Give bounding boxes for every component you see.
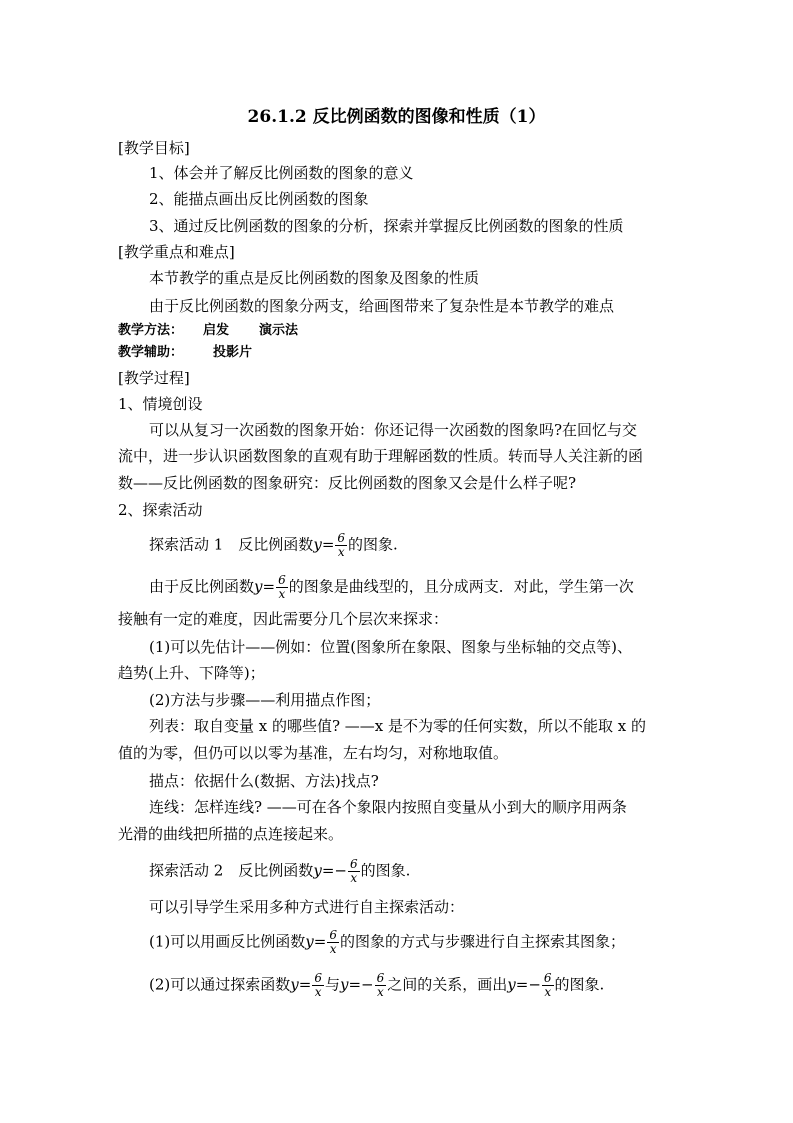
formula-neg: − [361,975,374,994]
formula-fraction [542,972,554,999]
aids-label: 教学辅助： [118,345,184,360]
fraction-denominator: x [375,985,387,999]
method-2-line [149,972,604,999]
activity-2-intro: 可以引导学生采用多种方式进行自主探索活动： [149,898,465,916]
process-header: [教学过程] [118,369,190,387]
fraction-denominator: x [335,545,347,559]
section-1-line-3: 数——反比例函数的图象研究：反比例函数的图象又会是什么样子呢? [118,474,577,492]
table-line-2: 值的为零，但仍可以以零为基准，左右均匀，对称地取值。 [118,744,509,762]
formula-neg: − [334,861,347,880]
fraction-numerator: 6 [329,928,337,942]
connect-line-2: 光滑的曲线把所描的点连接起来。 [118,825,344,843]
method-value-2: 演示法 [259,323,299,338]
method-2-and: 与 [324,975,340,994]
formula-y: y [290,975,299,994]
formula-fraction [335,532,347,559]
connect-line-1: 连线：怎样连线? ——可在各个象限内按照自变量从小到大的顺序用两条 [149,798,627,816]
goals-header: [教学目标] [118,139,190,157]
fraction-denominator: x [312,985,324,999]
formula-eq: = [298,975,312,994]
aids-value-1: 投影片 [213,345,253,360]
method-2-suffix: 的图象. [554,975,605,994]
method-1-suffix: 的图象的方式与步骤进行自主探索其图象； [339,932,625,951]
page-title: 26.1.2 反比例函数的图像和性质（1） [247,107,546,127]
method-2-relation: 之间的关系，画出 [387,975,508,994]
formula-eq: = [262,577,276,596]
formula-neg: − [528,975,541,994]
plot-line: 描点：依据什么(数据、方法)找点? [149,772,379,790]
key-focus: 本节教学的重点是反比例函数的图象及图象的性质 [149,269,480,287]
fraction-numerator: 6 [349,857,358,871]
formula-y: y [339,975,349,994]
paragraph-1-prefix: 由于反比例函数 [149,577,255,596]
activity-2-suffix: 的图象. [360,861,411,880]
fraction-numerator: 6 [376,971,385,985]
method-2-prefix: (2)可以通过探索函数 [149,975,291,994]
formula-y: y [507,975,516,994]
formula-eq: = [313,932,327,951]
activity-1-text: 探索活动 1 反比例函数 [149,535,314,554]
key-difficulty: 由于反比例函数的图象分两支，给画图带来了复杂性是本节教学的难点 [149,297,615,315]
key-header: [教学重点和难点] [118,243,235,261]
paragraph-1-line-2: 接触有一定的难度，因此需要分几个层次来探求： [118,610,449,628]
method-value-1: 启发 [203,323,230,338]
activity-2-line [149,858,410,885]
formula-fraction [375,972,387,999]
formula-eq: = [515,975,529,994]
table-line-1: 列表：取自变量 x 的哪些值? ——x 是不为零的任何实数，所以不能取 x 的 [149,717,647,735]
activity-2-text: 探索活动 2 反比例函数 [149,861,314,880]
paragraph-1-suffix: 的图象是曲线型的，且分成两支．对此，学生第一次 [288,577,634,596]
fraction-denominator: x [348,871,360,885]
fraction-numerator: 6 [314,971,322,985]
item-1-line-2: 趋势(上升、下降等)； [118,664,265,682]
method-1-line [149,929,625,956]
formula-eq: = [348,975,362,994]
method-1-prefix: (1)可以用画反比例函数 [149,932,306,951]
fraction-denominator: x [542,985,554,999]
formula-y: y [254,577,263,596]
goal-item-3: 3、通过反比例函数的图象的分析，探索并掌握反比例函数的图象的性质 [149,217,624,235]
activity-1-suffix: 的图象. [348,535,398,554]
formula-eq: = [321,861,335,880]
item-1-line-1: (1)可以先估计——例如：位置(图象所在象限、图象与坐标轴的交点等)、 [149,638,632,656]
fraction-numerator: 6 [543,971,552,985]
formula-eq: = [321,535,335,554]
item-2-line: (2)方法与步骤——利用描点作图； [149,691,381,709]
fraction-denominator: x [276,587,288,601]
formula-fraction [348,858,360,885]
fraction-denominator: x [327,942,339,956]
formula-y: y [313,861,322,880]
formula-fraction [312,972,324,999]
formula-y: y [305,932,314,951]
goal-item-2: 2、能描点画出反比例函数的图象 [149,190,369,208]
aids-line [118,343,252,363]
fraction-numerator: 6 [337,531,346,545]
section-1-line-2: 流中，进一步认识函数图象的直观有助于理解函数的性质。转而导人关注新的函 [118,447,644,465]
formula-y: y [313,535,322,554]
paragraph-1-line-1 [149,574,634,601]
method-line [118,321,298,341]
section-2-heading: 2、探索活动 [118,501,203,519]
section-1-heading: 1、情境创设 [118,395,203,413]
section-1-line-1: 可以从复习一次函数的图象开始：你还记得一次函数的图象吗?在回忆与交 [149,421,638,439]
formula-fraction [276,574,288,601]
formula-fraction [327,929,339,956]
activity-1-line [149,532,398,559]
goal-item-1: 1、体会并了解反比例函数的图象的意义 [149,164,414,182]
method-label: 教学方法： [118,323,184,338]
fraction-numerator: 6 [278,573,286,587]
